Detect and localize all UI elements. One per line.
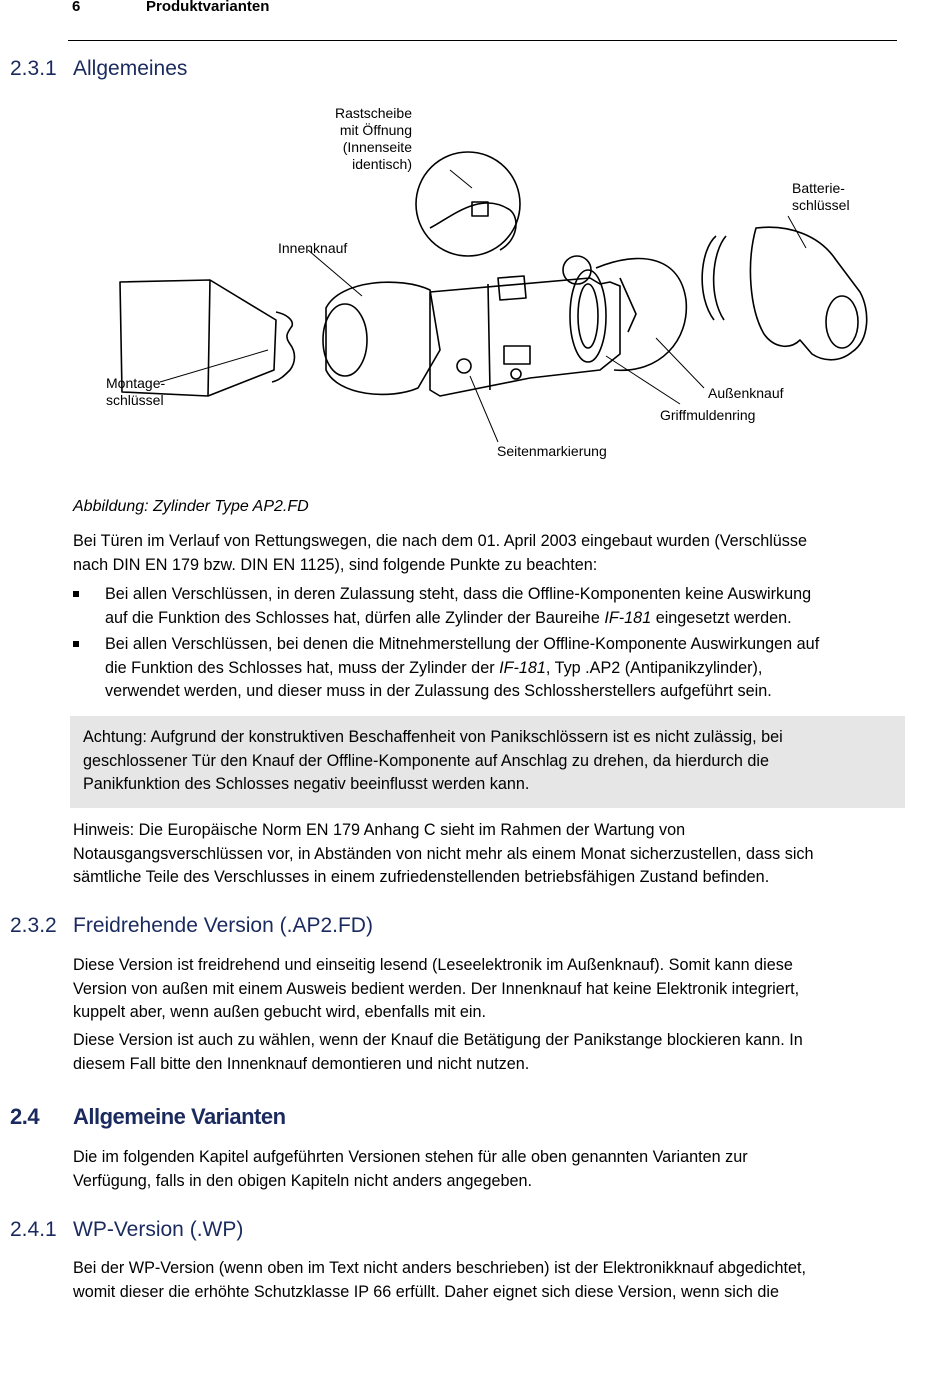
bullet-item: Bei allen Verschlüssen, bei denen die Mitnehmerstellung der Offline-Komponente Auswirkungen auf die Funktion des Schlosses hat, muss der Zylinder der IF-181, Typ .AP2 (Antipanikzylinder), verwendet werden, und dieser muss in der Zulassung des Schlossherstellers aufgeführt sein. xyxy=(73,633,893,705)
section-heading-2-3-2 xyxy=(10,914,510,942)
cylinder-figure xyxy=(100,100,880,470)
label-seitenmarkierung: Seitenmarkierung xyxy=(497,443,607,459)
figure-caption: Abbildung: Zylinder Type AP2.FD xyxy=(73,498,309,515)
label-montageschluessel: Montage- schlüssel xyxy=(106,375,166,408)
label-aussenknauf: Außenknauf xyxy=(708,385,784,401)
label-innenknauf: Innenknauf xyxy=(278,240,348,256)
paragraph: Diese Version ist auch zu wählen, wenn der Knauf die Betätigung der Panikstange blockieren kann. In diesem Fall bitte den Innenknauf demontieren und nicht nutzen. xyxy=(73,1031,803,1073)
section-number: 2.4.1 xyxy=(10,1218,57,1241)
bullet-marker xyxy=(73,641,79,647)
section-title: Allgemeine Varianten xyxy=(73,1104,286,1129)
section-heading-2-4-1 xyxy=(10,1218,510,1246)
header-rule xyxy=(68,40,897,41)
section-heading-2-4 xyxy=(10,1104,510,1134)
section-heading-2-3-1 xyxy=(10,57,310,85)
cylinder-drawing xyxy=(100,100,880,470)
intro-paragraph: Bei Türen im Verlauf von Rettungswegen, die nach dem 01. April 2003 eingebaut wurden (Verschlüsse nach DIN EN 179 bzw. DIN EN 1125), sind folgende Punkte zu beachten: xyxy=(73,532,807,574)
bullet-marker xyxy=(73,591,79,597)
warning-box: Achtung: Aufgrund der konstruktiven Beschaffenheit von Panikschlössern ist es nicht zulässig, bei geschlossener Tür den Knauf der Offline-Komponente auf Anschlag zu drehen, da hierdurch die Panikfunktion des Schlosses negativ beeinflusst werden kann. xyxy=(70,716,905,808)
section-number: 2.4 xyxy=(10,1104,40,1129)
section-number: 2.3.2 xyxy=(10,914,57,937)
running-header: Produktvarianten xyxy=(146,0,270,15)
label-griffmuldenring: Griffmuldenring xyxy=(660,407,756,423)
section-title: WP-Version (.WP) xyxy=(73,1218,244,1241)
section-title: Allgemeines xyxy=(73,57,188,80)
label-batterieschluessel: Batterie- schlüssel xyxy=(792,180,850,213)
section-title: Freidrehende Version (.AP2.FD) xyxy=(73,914,373,937)
hint-paragraph: Hinweis: Die Europäische Norm EN 179 Anhang C sieht im Rahmen der Wartung von Notausgangsverschlüssen vor, in Abständen von nicht mehr als einem Monat sicherzustellen, dass sich sämtliche Teile des Verschlusses in einem zufriedenstellenden betriebsfähigen Zustand befinden. xyxy=(73,821,814,886)
label-rastscheibe: Rastscheibe mit Öffnung (Innenseite identisch) xyxy=(334,105,412,172)
paragraph: Diese Version ist freidrehend und einseitig lesend (Leseelektronik im Außenknauf). Somit kann diese Version von außen mit einem Ausweis bedient werden. Der Innenknauf hat keine Elektronik integriert, kuppelt aber, wenn außen gebucht wird, ebenfalls mit ein. xyxy=(73,956,800,1021)
section-number: 2.3.1 xyxy=(10,57,57,80)
bullet-item: Bei allen Verschlüssen, in deren Zulassung steht, dass die Offline-Komponenten keine Auswirkung auf die Funktion des Schlosses hat, dürfen alle Zylinder der Baureihe IF-181 eingesetzt werden. xyxy=(73,583,893,631)
page-number: 6 xyxy=(72,0,81,15)
paragraph: Bei der WP-Version (wenn oben im Text nicht anders beschrieben) ist der Elektronikknauf abgedichtet, womit dieser die erhöhte Schutzklasse IP 66 erfüllt. Daher eignet sich diese Version, wenn sich die xyxy=(73,1259,807,1301)
paragraph: Die im folgenden Kapitel aufgeführten Versionen stehen für alle oben genannten Varianten zur Verfügung, falls in den obigen Kapiteln nicht anders angegeben. xyxy=(73,1148,748,1190)
